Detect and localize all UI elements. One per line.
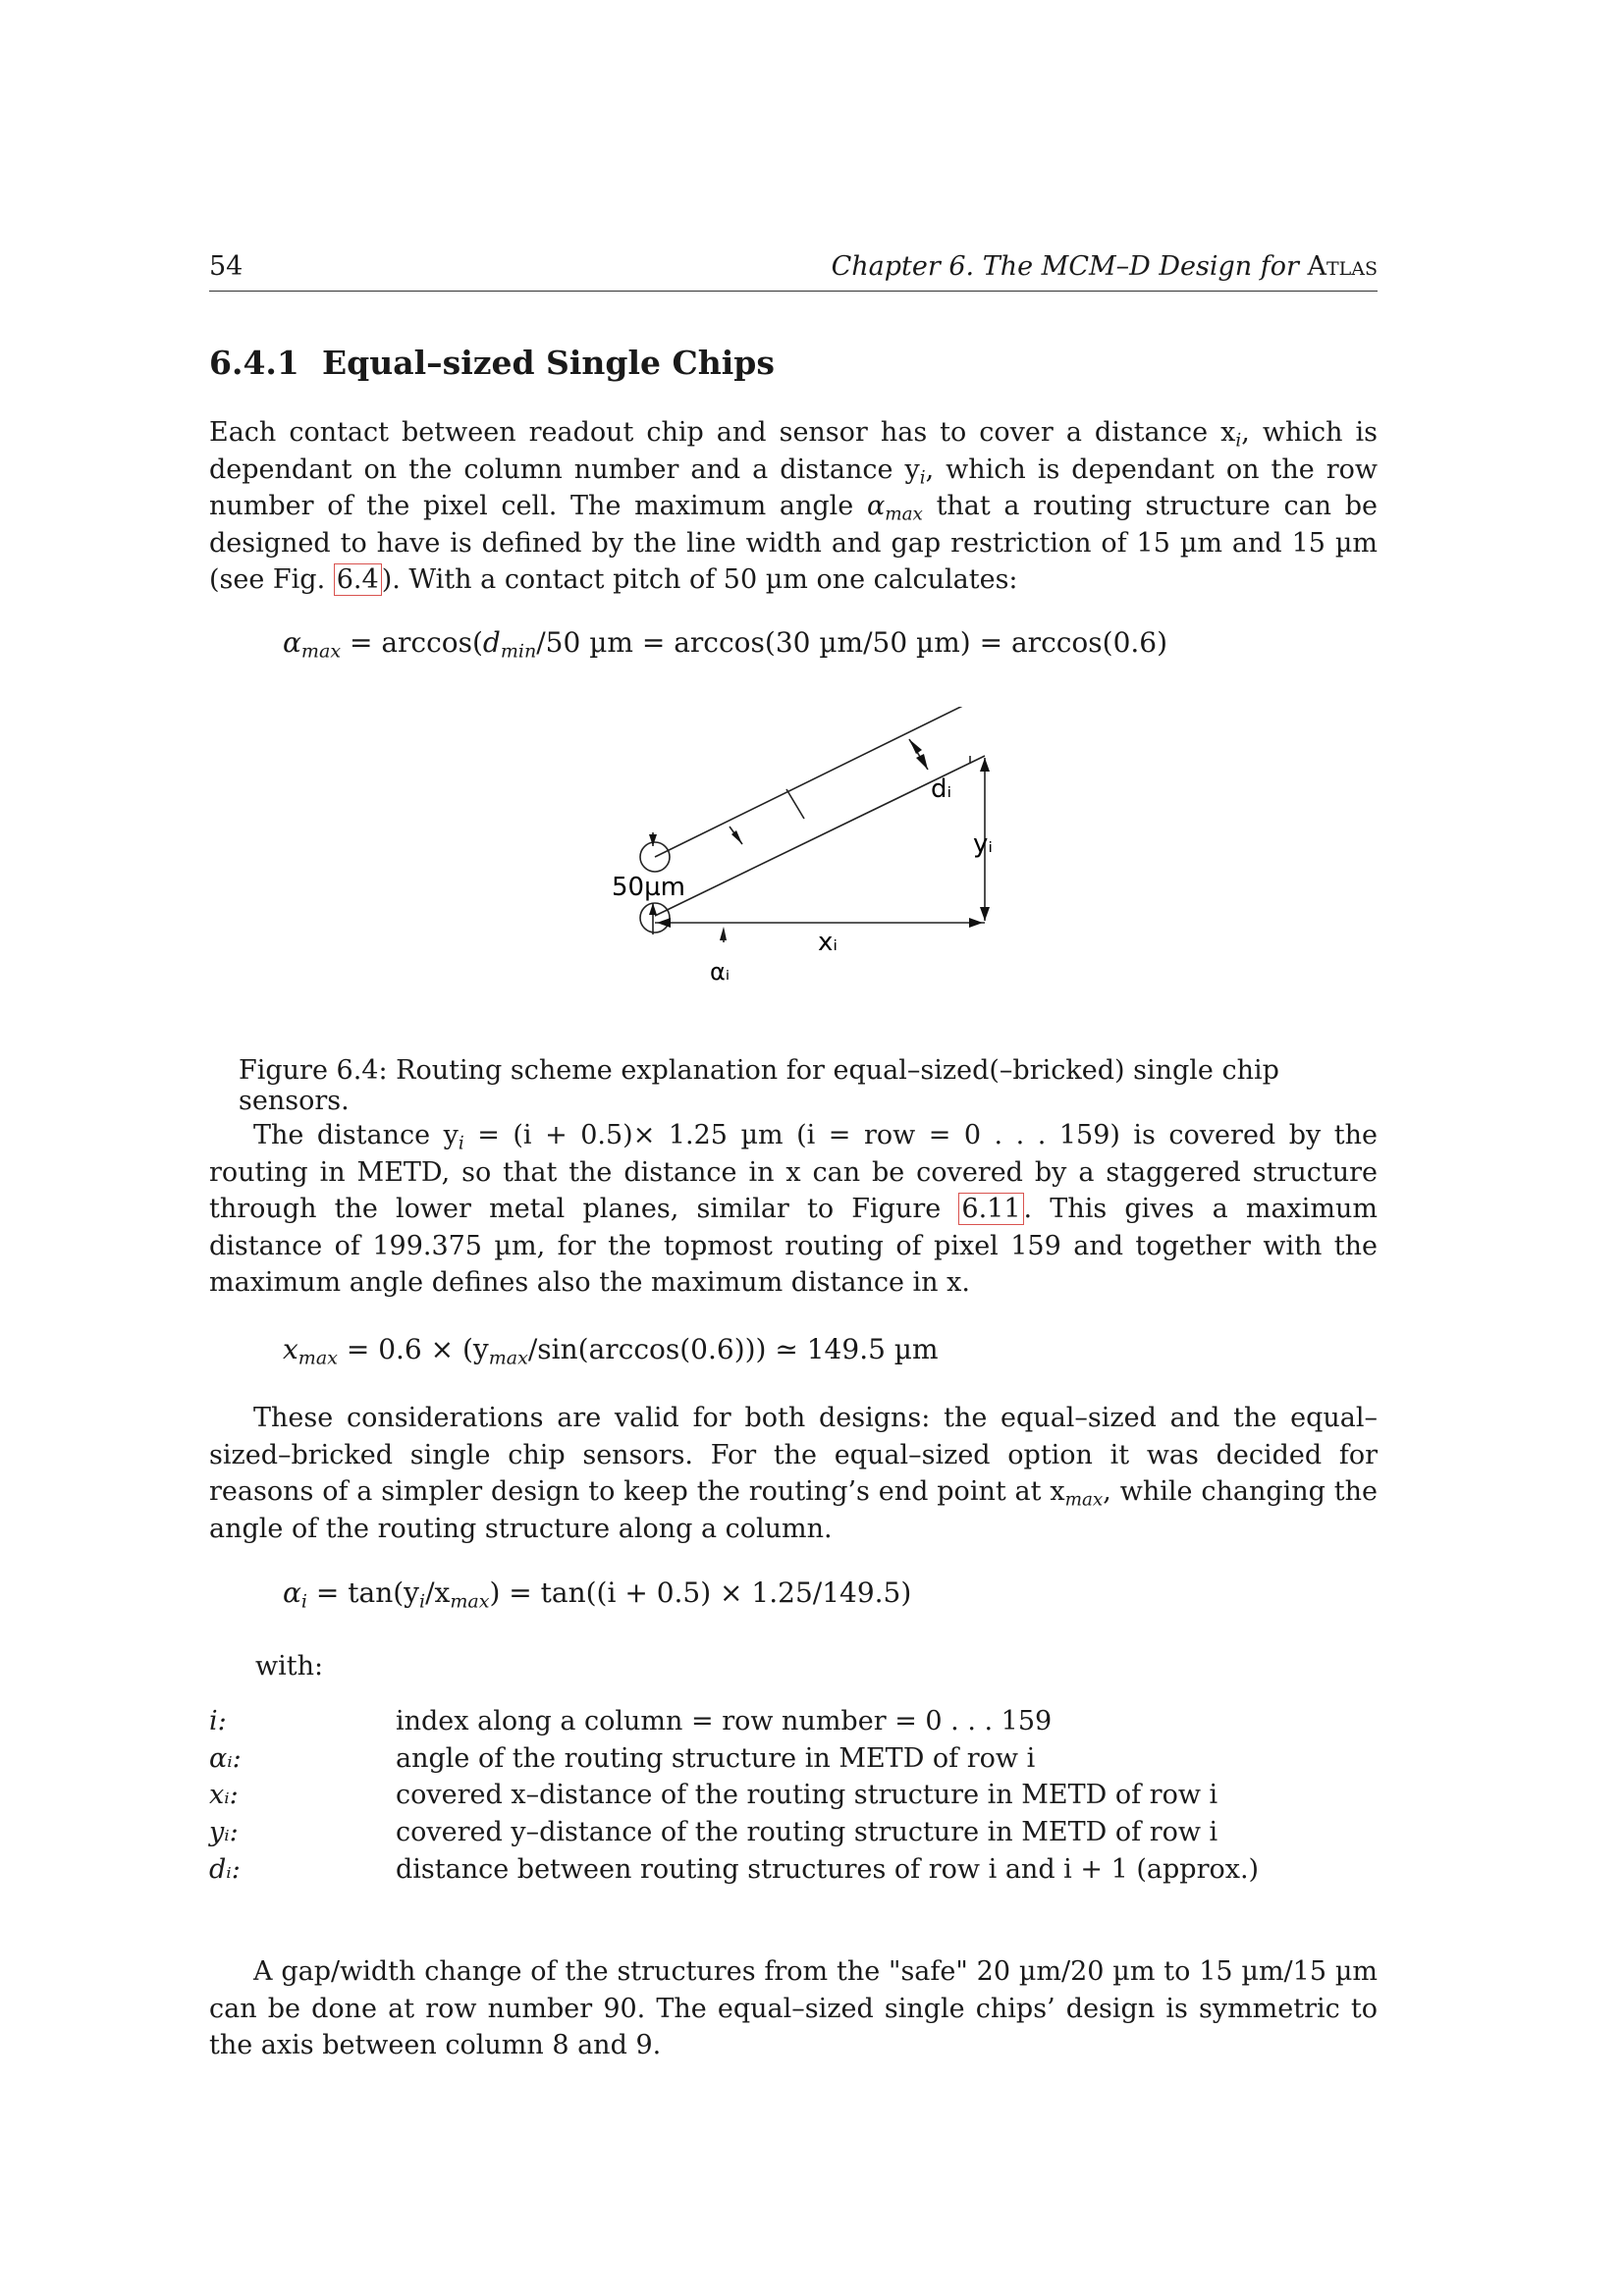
equation-alpha-max: $\alpha_{max} = \arccos(d_{min}/50$ µm = arccos(30 µm/50 µm) = arccos(0.6) — [283, 626, 1168, 663]
definition-row: xᵢ: covered x–distance of the routing structure in METD of row i — [209, 1780, 1218, 1811]
definition-row: yᵢ: covered y–distance of the routing structure in METD of row i — [209, 1817, 1218, 1848]
figure-link[interactable]: 6.4 — [334, 563, 382, 596]
figure-link-6-11[interactable]: 6.11 — [958, 1193, 1023, 1225]
label-xi: xᵢ — [818, 928, 839, 957]
section-heading — [209, 344, 775, 382]
page — [209, 245, 1379, 2061]
definition-row: i: index along a column = row number = 0 . . . 159 — [209, 1706, 1053, 1736]
paragraph-2: The distance $y_i = (i + 0.5)\times 1.25$ µm (i = row = 0 . . . 159) is covered by the routing in METD, so that the distance in x can be covered by a staggered structure through the lower metal planes, similar to Figure 6.11 . This gives a maximum distance of 199.375 µm, for the topmost routing of pixel 159 and together with the maximum angle defines also the maximum distance in x. — [209, 1120, 1379, 1299]
page-header — [209, 245, 1378, 292]
label-alpha: αᵢ — [710, 958, 730, 986]
page-number: 54 — [209, 251, 243, 282]
paragraph-3: These considerations are valid for both designs: the equal–sized and the equal–sized–bricked single chip sensors. For the equal–sized option it was decided for reasons of a simpler design to keep the routing’s end point at $x_{max}$, while changing the angle of the routing structure along a column. — [209, 1403, 1378, 1544]
routing-diagram — [582, 707, 995, 1021]
equation-x-max: $x_{max} = 0.6 \times (y_{max}/\sin(\arccos(0.6)))$ ≃ 149.5 µm — [283, 1333, 939, 1369]
label-yi: yᵢ — [973, 829, 994, 859]
label-50um: 50µm — [612, 873, 685, 902]
paragraph-1: Each contact between readout chip and sensor has to cover a distance $x_i$, which is dependant on the column number and a distance $y_i$, which is dependant on the row number of the pixel cell. The maximum angle $\alpha_{max}$ that a routing structure can be designed to have is defined by the line width and gap restriction of 15 µm and 15 µm (see Fig. 6.4 ). With a contact pitch of 50 µm one calculates: — [209, 417, 1379, 596]
definition-row: αᵢ: angle of the routing structure in METD of row i — [209, 1742, 1036, 1774]
running-title: Chapter 6. The MCM–D Design for Atlas — [831, 251, 1378, 282]
definition-list — [209, 1703, 1259, 1889]
section-title: Equal–sized Single Chips — [322, 344, 775, 382]
paragraph-4: A gap/width change of the structures from the "safe" 20 µm/20 µm to 15 µm/15 µm can be done at row number 90. The equal–sized single chips’ design is symmetric to the axis between column 8 and 9. — [209, 1956, 1378, 2061]
lower-contact-circle — [640, 903, 670, 933]
equation-alpha-i: $\alpha_i = \tan(y_i/x_{max}) = \tan((i + 0.5) \times 1.25/149.5)$ — [283, 1576, 912, 1613]
label-di: dᵢ — [931, 774, 952, 804]
with-label: with: — [255, 1651, 324, 1682]
figure-caption: Figure 6.4: Routing scheme explanation for equal–sized(–bricked) single chip sensors. — [239, 1055, 1279, 1116]
definition-row: dᵢ: distance between routing structures of row i and i + 1 (approx.) — [209, 1853, 1260, 1885]
section-number: 6.4.1 — [209, 344, 299, 382]
